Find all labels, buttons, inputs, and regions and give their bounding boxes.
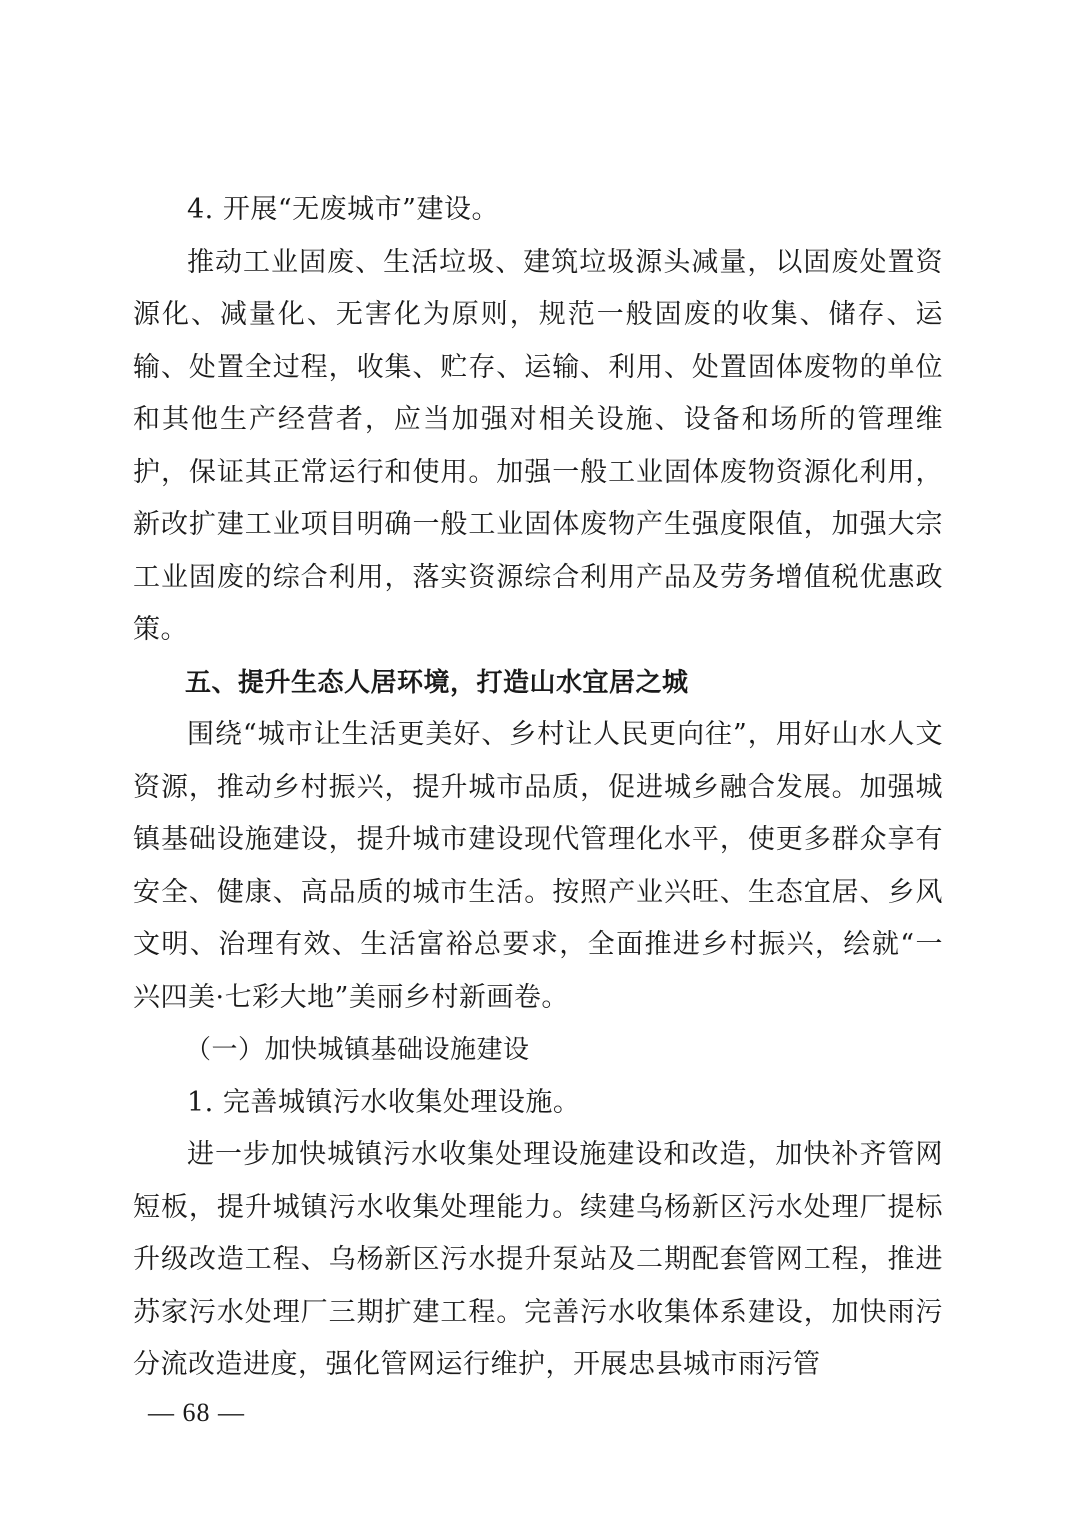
- page-number: — 68 —: [148, 1398, 245, 1427]
- item-4-title: 4. 开展“无废城市”建设。: [187, 194, 499, 225]
- section-5-heading: 五、提升生态人居环境，打造山水宜居之城: [185, 667, 689, 698]
- item-1-body: 进一步加快城镇污水收集处理设施建设和改造，加快补齐管网短板，提升城镇污水收集处理能力。续建乌杨新区污水处理厂提标升级改造工程、乌杨新区污水提升泵站及二期配套管网工程，推进苏家污水处理厂三期扩建工程。完善污水收集体系建设，加快雨污分流改造进度，强化管网运行维护，开展忠县城市雨污管: [133, 1139, 943, 1380]
- section-5-body: 围绕“城市让生活更美好、乡村让人民更向往”，用好山水人文资源，推动乡村振兴，提升城市品质，促进城乡融合发展。加强城镇基础设施建设，提升城市建设现代管理化水平，使更多群众享有安全、健康、高品质的城市生活。按照产业兴旺、生态宜居、乡风文明、治理有效、生活富裕总要求，全面推进乡村振兴，绘就“一兴四美·七彩大地”美丽乡村新画卷。: [133, 719, 943, 1013]
- item-4-body: 推动工业固废、生活垃圾、建筑垃圾源头减量，以固废处置资源化、减量化、无害化为原则，规范一般固废的收集、储存、运输、处置全过程，收集、贮存、运输、利用、处置固体废物的单位和其他生产经营者，应当加强对相关设施、设备和场所的管理维护，保证其正常运行和使用。加强一般工业固体废物资源化利用，新改扩建工业项目明确一般工业固体废物产生强度限值，加强大宗工业固废的综合利用，落实资源综合利用产品及劳务增值税优惠政策。: [133, 246, 943, 645]
- subsection-1-heading: （一）加快城镇基础设施建设: [185, 1035, 530, 1065]
- document-page: [133, 184, 943, 1392]
- item-1-title: 1. 完善城镇污水收集处理设施。: [187, 1086, 581, 1118]
